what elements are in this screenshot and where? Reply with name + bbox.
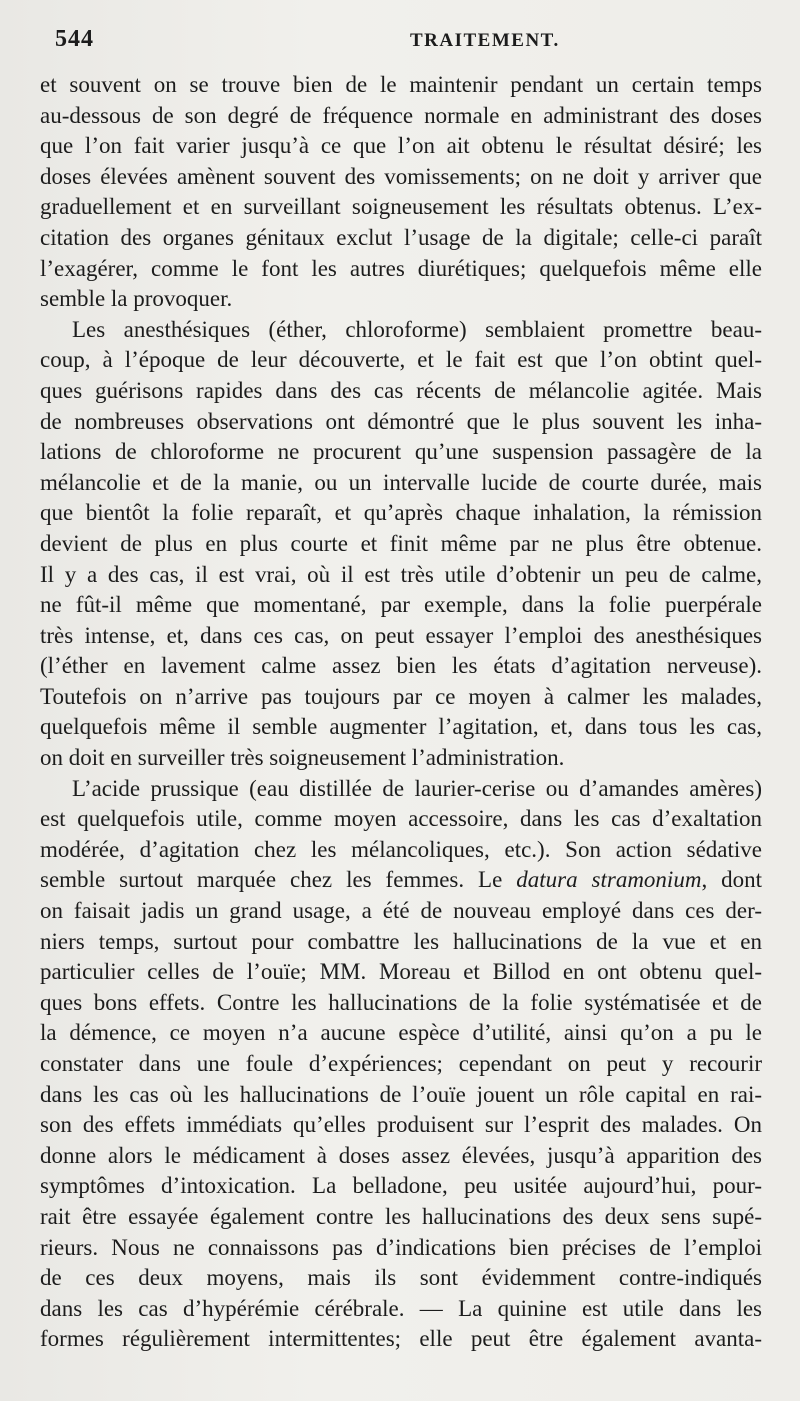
text-line: de nombreuses observations ont démontré que le plus souvent les inha- — [40, 408, 762, 434]
text-segment: , dont — [701, 867, 762, 893]
text-line: niers temps, surtout pour combattre les hallucinations de la vue et en — [40, 928, 762, 954]
text-line: symptômes d’intoxication. La belladone, peu usitée aujourd’hui, pour- — [40, 1173, 762, 1199]
text-line: on faisait jadis un grand usage, a été de nouveau employé dans ces der- — [40, 898, 762, 924]
text-line: coup, à l’époque de leur découverte, et le fait est que l’on obtint quel- — [40, 347, 762, 373]
text-line: au-dessous de son degré de fréquence normale en administrant des doses — [40, 102, 762, 128]
text-line: particulier celles de l’ouïe; MM. Moreau et Billod en ont obtenu quel- — [40, 959, 762, 985]
text-line: très intense, et, dans ces cas, on peut essayer l’emploi des anesthésiques — [40, 622, 762, 648]
text-line: formes régulièrement intermittentes; elle peut être également avanta- — [40, 1326, 762, 1352]
text-line: que l’on fait varier jusqu’à ce que l’on ait obtenu le résultat désiré; les — [40, 133, 762, 159]
italic-term: datura stramonium — [516, 867, 702, 893]
text-line: rieurs. Nous ne connaissons pas d’indications bien précises de l’emploi — [40, 1234, 762, 1260]
running-head: TRAITEMENT. — [410, 30, 560, 51]
text-line: semble la provoquer. — [40, 286, 233, 312]
text-line: la démence, ce moyen n’a aucune espèce d’utilité, ainsi qu’on a pu le — [40, 1020, 762, 1046]
text-line: que bientôt la folie reparaît, et qu’après chaque inhalation, la rémission — [40, 500, 762, 526]
text-line: mélancolie et de la manie, ou un intervalle lucide de courte durée, mais — [40, 469, 762, 495]
page-header — [55, 26, 775, 62]
text-line: donne alors le médicament à doses assez élevées, jusqu’à apparition des — [40, 1142, 762, 1168]
text-line: ques guérisons rapides dans des cas récents de mélancolie agitée. Mais — [40, 377, 762, 403]
text-line: lations de chloroforme ne procurent qu’une suspension passagère de la — [40, 439, 762, 465]
text-line-with-italic — [40, 865, 762, 896]
text-line: Toutefois on n’arrive pas toujours par ce moyen à calmer les malades, — [40, 683, 762, 709]
text-line: on doit en surveiller très soigneusement l’administration. — [40, 745, 565, 771]
text-line: et souvent on se trouve bien de le maintenir pendant un certain temps — [40, 72, 762, 97]
body-text — [40, 70, 762, 1355]
text-line: graduellement et en surveillant soigneusement les résultats obtenus. L’ex- — [40, 194, 762, 220]
text-line: (l’éther en lavement calme assez bien les états d’agitation nerveuse). — [40, 653, 762, 679]
text-line: quelquefois même il semble augmenter l’agitation, et, dans tous les cas, — [40, 714, 762, 740]
text-line: ne fût-il même que momentané, par exemple, dans la folie puerpérale — [40, 592, 762, 618]
text-line: l’exagérer, comme le font les autres diurétiques; quelquefois même elle — [40, 255, 762, 281]
text-line: dans les cas où les hallucinations de l’ouïe jouent un rôle capital en rai- — [40, 1081, 762, 1107]
text-line: ques bons effets. Contre les hallucinations de la folie systématisée et de — [40, 989, 762, 1015]
text-line: constater dans une foule d’expériences; cependant on peut y recourir — [40, 1051, 762, 1076]
paragraph-start-line: Les anesthésiques (éther, chloroforme) semblaient promettre beau- — [72, 316, 762, 342]
text-line: est quelquefois utile, comme moyen accessoire, dans les cas d’exaltation — [40, 806, 762, 832]
text-line: dans les cas d’hypérémie cérébrale. — La quinine est utile dans les — [40, 1295, 762, 1321]
text-line: Il y a des cas, il est vrai, où il est très utile d’obtenir un peu de calme, — [40, 561, 762, 587]
text-line: rait être essayée également contre les hallucinations des deux sens supé- — [40, 1203, 762, 1229]
paragraph-start-line: L’acide prussique (eau distillée de laurier-cerise ou d’amandes amères) — [72, 775, 762, 801]
text-line: devient de plus en plus courte et finit même par ne plus être obtenue. — [40, 530, 762, 556]
text-line: son des effets immédiats qu’elles produisent sur l’esprit des malades. On — [40, 1112, 762, 1138]
page-number: 544 — [55, 26, 94, 52]
text-line: de ces deux moyens, mais ils sont évidemment contre-indiqués — [40, 1265, 762, 1291]
text-segment: semble surtout marquée chez les femmes. Le — [40, 867, 517, 893]
text-line: doses élevées amènent souvent des vomissements; on ne doit y arriver que — [40, 163, 762, 189]
text-line: citation des organes génitaux exclut l’usage de la digitale; celle-ci paraît — [40, 224, 762, 250]
text-line: modérée, d’agitation chez les mélancoliques, etc.). Son action sédative — [40, 836, 762, 862]
